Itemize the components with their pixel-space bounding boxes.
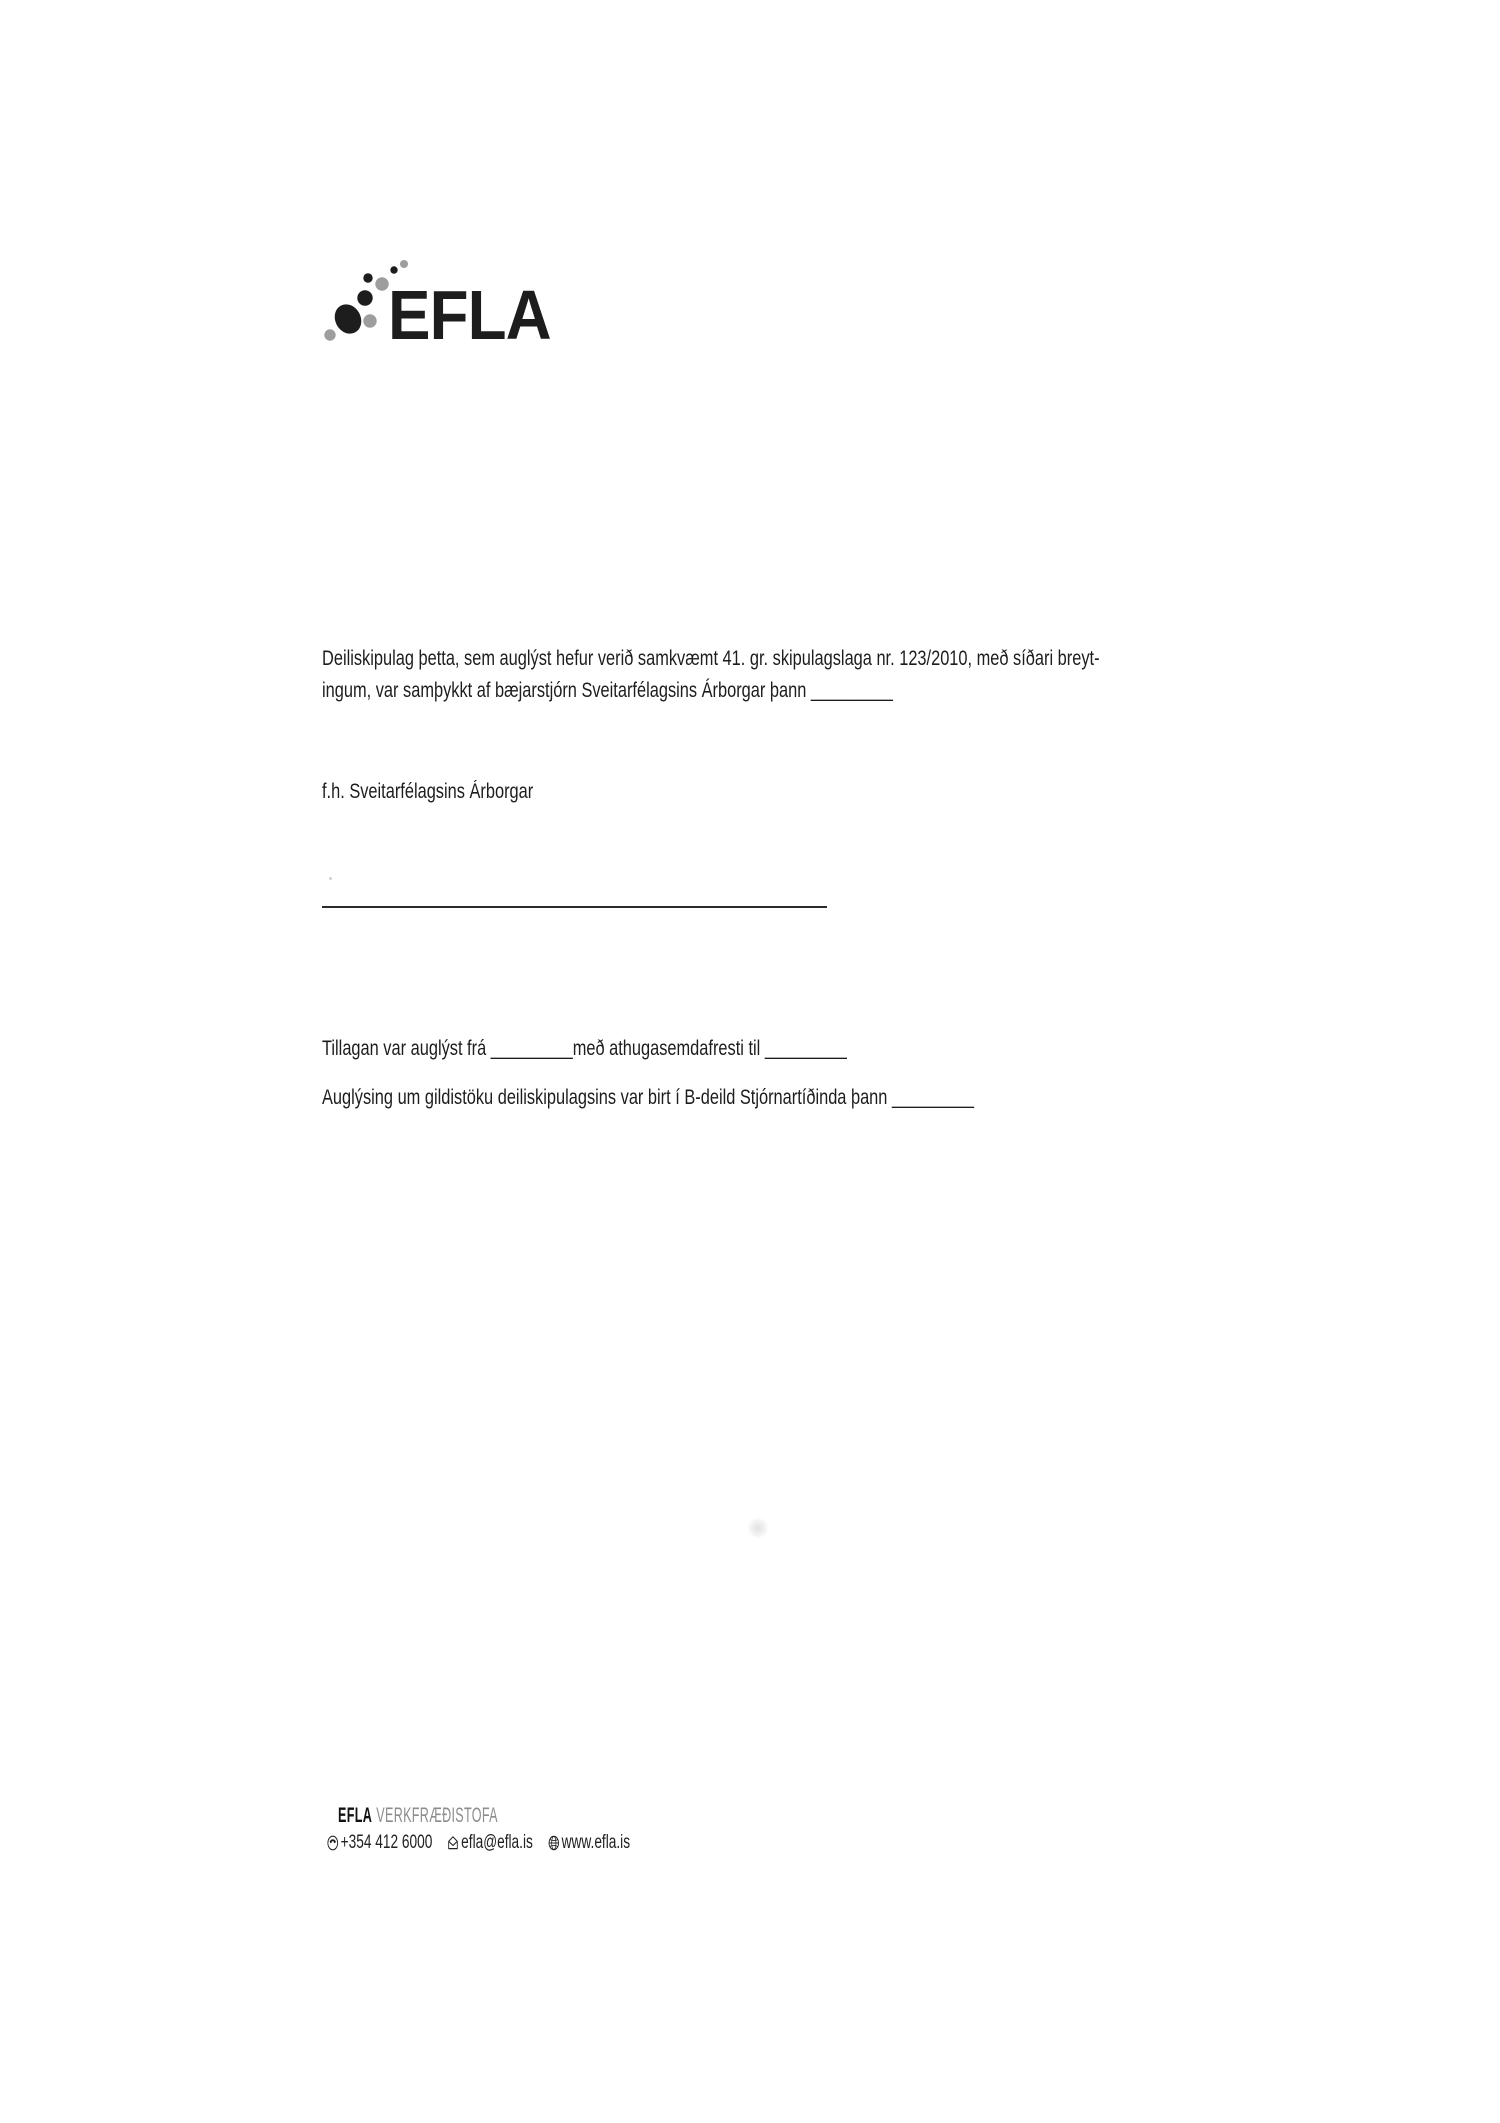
footer-email-item (447, 1832, 532, 1854)
globe-icon (548, 1835, 560, 1851)
advertisement-period-line: Tillagan var auglýst frá _________með athugasemdafresti til _________ (322, 1037, 847, 1060)
mail-icon (447, 1835, 459, 1851)
footer-company-descriptor: VERKFRÆÐISTOFA (376, 1804, 498, 1827)
footer-contact-line (327, 1832, 630, 1854)
efla-logo-wordmark: EFLA (388, 276, 551, 354)
approval-paragraph (322, 643, 1100, 707)
signing-authority-line: f.h. Sveitarfélagsins Árborgar (322, 780, 534, 803)
footer-website: www.efla.is (561, 1832, 631, 1853)
footer-company-name: EFLA (338, 1804, 373, 1827)
footer-phone-item (327, 1832, 432, 1854)
scan-artifact-dot (329, 877, 332, 880)
scan-artifact-smudge (748, 1518, 768, 1538)
gazette-publication-line: Auglýsing um gildistöku deiliskipulagsins var birt í B-deild Stjórnartíðinda þann _________ (322, 1086, 974, 1109)
phone-icon (327, 1835, 339, 1851)
footer-phone: +354 412 6000 (340, 1832, 433, 1853)
footer-email: efla@efla.is (461, 1832, 533, 1853)
footer-website-item (548, 1832, 630, 1854)
approval-paragraph-line2: ingum, var samþykkt af bæjarstjórn Sveitarfélagsins Árborgar þann _________ (322, 679, 893, 702)
footer-brand-line (338, 1805, 498, 1827)
signature-line (322, 906, 827, 908)
approval-paragraph-line1: Deiliskipulag þetta, sem auglýst hefur verið samkvæmt 41. gr. skipulagslaga nr. 123/2010, með síðari breyt- (322, 647, 1100, 670)
